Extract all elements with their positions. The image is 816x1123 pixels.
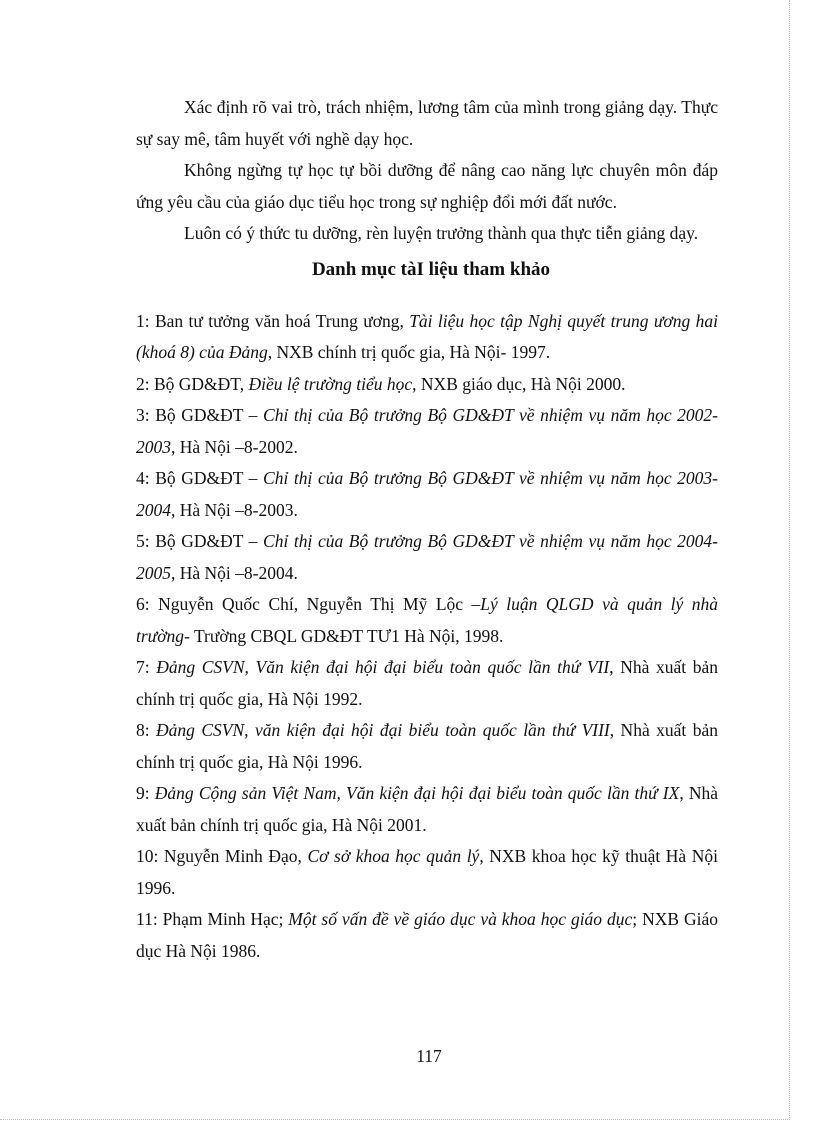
references-heading: Danh mục tàI liệu tham khảo: [311, 258, 551, 280]
paragraph-3: Luôn có ý thức tu dưỡng, rèn luyện trưởng thành qua thực tiễn giảng dạy.: [184, 223, 699, 243]
document-body: [136, 92, 718, 967]
reference-item-1: 1: Ban tư tưởng văn hoá Trung ương, Tài liệu học tập Nghị quyết trung ương hai (khoá 8) của Đảng, NXB chính trị quốc gia, Hà Nội- 1997.: [136, 310, 718, 362]
reference-item-2: 2: Bộ GD&ĐT, Điều lệ trường tiểu học, NXB giáo dục, Hà Nội 2000.: [136, 373, 626, 394]
paragraph-2: Không ngừng tự học tự bồi dưỡng để nâng cao năng lực chuyên môn đáp ứng yêu cầu của giáo dục tiểu học trong sự nghiệp đổi mới đất nước.: [136, 160, 718, 212]
reference-item-8: 8: Đảng CSVN, văn kiện đại hội đại biểu toàn quốc lần thứ VIII, Nhà xuất bản chính trị quốc gia, Hà Nội 1996.: [136, 720, 718, 772]
reference-item-7: 7: Đảng CSVN, Văn kiện đại hội đại biểu toàn quốc lần thứ VII, Nhà xuất bản chính trị quốc gia, Hà Nội 1992.: [136, 657, 718, 709]
reference-item-11: 11: Phạm Minh Hạc; Một số vấn đề về giáo dục và khoa học giáo dục; NXB Giáo dục Hà Nội 1986.: [136, 909, 718, 961]
reference-item-4: 4: Bộ GD&ĐT – Chỉ thị của Bộ trưởng Bộ GD&ĐT về nhiệm vụ năm học 2003-2004, Hà Nội –8-2003.: [136, 468, 718, 520]
page-number: 117: [416, 1046, 442, 1066]
paragraph-1: Xác định rõ vai trò, trách nhiệm, lương tâm của mình trong giảng dạy. Thực sự say mê, tâm huyết với nghề dạy học.: [136, 97, 718, 149]
reference-item-10: 10: Nguyễn Minh Đạo, Cơ sở khoa học quản lý, NXB khoa học kỹ thuật Hà Nội 1996.: [136, 846, 718, 898]
reference-item-3: 3: Bộ GD&ĐT – Chỉ thị của Bộ trưởng Bộ GD&ĐT về nhiệm vụ năm học 2002-2003, Hà Nội –8-2002.: [136, 405, 718, 457]
reference-item-6: 6: Nguyễn Quốc Chí, Nguyễn Thị Mỹ Lộc –Lý luận QLGD và quản lý nhà trường- Trường CBQL GD&ĐT TƯ1 Hà Nội, 1998.: [136, 594, 718, 646]
reference-item-9: 9: Đảng Cộng sản Việt Nam, Văn kiện đại hội đại biểu toàn quốc lần thứ IX, Nhà xuất bản chính trị quốc gia, Hà Nội 2001.: [136, 783, 719, 835]
reference-item-5: 5: Bộ GD&ĐT – Chỉ thị của Bộ trưởng Bộ GD&ĐT về nhiệm vụ năm học 2004-2005, Hà Nội –8-2004.: [136, 531, 718, 583]
references-list: [136, 306, 718, 968]
